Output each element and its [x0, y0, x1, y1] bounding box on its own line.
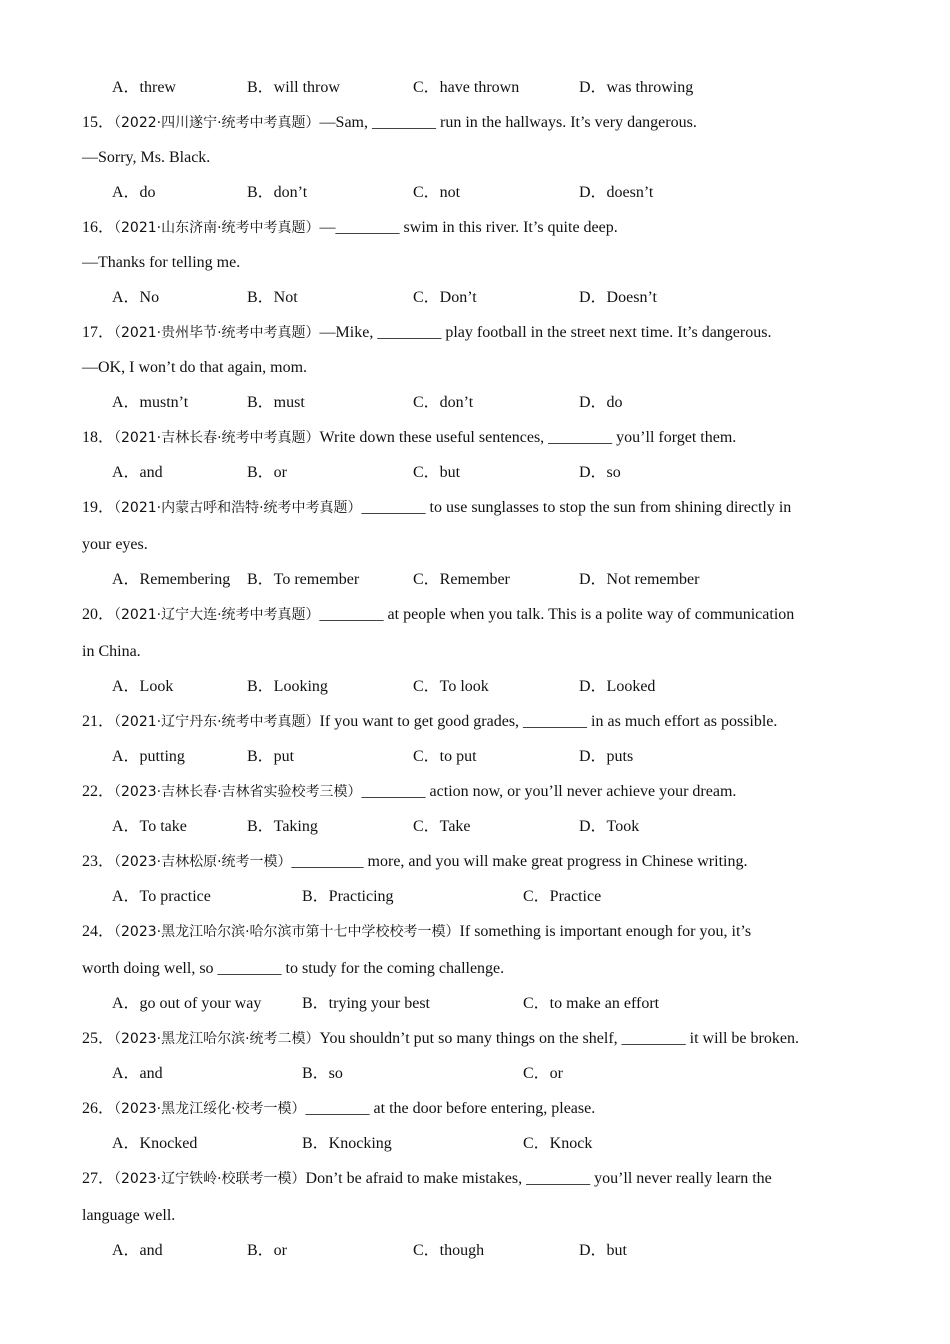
option-a: A．Look — [112, 678, 174, 695]
option-a: A．Knocked — [112, 1135, 198, 1152]
option-d: D．do — [579, 394, 623, 411]
option-d: D．Took — [579, 818, 640, 835]
question-stem — [82, 428, 736, 448]
option-c: C．not — [413, 184, 461, 201]
question-number: 15． — [82, 114, 115, 131]
question-source: （2023·吉林长春·吉林省实验校考三模） — [114, 784, 362, 800]
question-stem — [82, 922, 751, 942]
question-stem — [82, 1029, 799, 1049]
option-d: D．so — [579, 464, 621, 481]
question-text: Write down these useful sentences, ________ you’ll forget them. — [319, 429, 737, 446]
option-b: B．Knocking — [302, 1135, 392, 1152]
option-b: B．Taking — [247, 818, 318, 835]
question-text: If you want to get good grades, ________ in as much effort as possible. — [319, 713, 778, 730]
question-number: 16． — [82, 219, 115, 236]
option-c: C．to make an effort — [523, 995, 660, 1012]
option-a: A．and — [112, 1065, 163, 1082]
question-text: Don’t be afraid to make mistakes, ________ you’ll never really learn the — [305, 1170, 772, 1187]
option-c: C．Knock — [523, 1135, 593, 1152]
question-text-line2: your eyes. — [82, 536, 148, 553]
option-c: C．Remember — [413, 571, 510, 588]
option-c: C．Take — [413, 818, 471, 835]
option-d: D．doesn’t — [579, 184, 654, 201]
question-stem — [82, 113, 697, 133]
option-a: A．go out of your way — [112, 995, 262, 1012]
question-text: —________ swim in this river. It’s quite deep. — [319, 219, 618, 236]
question-number: 18． — [82, 429, 115, 446]
option-c: C．though — [413, 1242, 485, 1259]
question-text: You shouldn’t put so many things on the shelf, ________ it will be broken. — [319, 1030, 799, 1047]
option-c: C．but — [413, 464, 461, 481]
option-b: B．Practicing — [302, 888, 394, 905]
option-c: C．don’t — [413, 394, 474, 411]
question-text: ________ at people when you talk. This is a polite way of communication — [319, 606, 795, 623]
option-b: B．or — [247, 1242, 288, 1259]
question-stem — [82, 605, 794, 625]
option-a: A．do — [112, 184, 156, 201]
option-b: B．must — [247, 394, 305, 411]
option-c: C．Don’t — [413, 289, 477, 306]
question-source: （2021·辽宁大连·统考中考真题） — [114, 607, 320, 623]
question-number: 24． — [82, 923, 115, 940]
option-d: D．Not remember — [579, 571, 700, 588]
question-source: （2021·内蒙古呼和浩特·统考中考真题） — [114, 500, 362, 516]
option-c: C．Practice — [523, 888, 602, 905]
question-stem — [82, 782, 736, 802]
option-b: B．put — [247, 748, 295, 765]
option-a: A．To practice — [112, 888, 211, 905]
question-number: 26． — [82, 1100, 115, 1117]
option-d: D．Looked — [579, 678, 656, 695]
question-stem — [82, 1099, 595, 1119]
question-stem — [82, 498, 791, 518]
option-a: A．No — [112, 289, 160, 306]
option-b: B．Not — [247, 289, 298, 306]
question-stem — [82, 218, 618, 238]
question-source: （2022·四川遂宁·统考中考真题） — [114, 115, 320, 131]
option-a: A．threw — [112, 79, 176, 96]
question-number: 20． — [82, 606, 115, 623]
question-text: ________ to use sunglasses to stop the sun from shining directly in — [361, 499, 792, 516]
question-source: （2023·辽宁铁岭·校联考一模） — [114, 1171, 306, 1187]
question-stem — [82, 852, 747, 872]
option-d: D．but — [579, 1242, 628, 1259]
question-text: If something is important enough for you, it’s — [459, 923, 752, 940]
option-b: B．so — [302, 1065, 343, 1082]
question-source: （2021·贵州毕节·统考中考真题） — [114, 325, 320, 341]
question-number: 23． — [82, 853, 115, 870]
question-text-line2: worth doing well, so ________ to study for the coming challenge. — [82, 960, 505, 977]
question-number: 17． — [82, 324, 115, 341]
option-a: A．mustn’t — [112, 394, 189, 411]
question-text: ________ action now, or you’ll never achieve your dream. — [361, 783, 737, 800]
option-c: C．have thrown — [413, 79, 520, 96]
question-source: （2023·黑龙江哈尔滨·哈尔滨市第十七中学校校考一模） — [114, 924, 460, 940]
question-text-line2: —OK, I won’t do that again, mom. — [82, 359, 308, 376]
question-number: 19． — [82, 499, 115, 516]
option-b: B．trying your best — [302, 995, 430, 1012]
option-b: B．don’t — [247, 184, 308, 201]
question-source: （2023·黑龙江哈尔滨·统考二模） — [114, 1031, 320, 1047]
option-a: A．Remembering — [112, 571, 231, 588]
question-source: （2021·辽宁丹东·统考中考真题） — [114, 714, 320, 730]
option-a: A．and — [112, 1242, 163, 1259]
question-stem — [82, 1169, 772, 1189]
question-text-line2: —Sorry, Ms. Black. — [82, 149, 211, 166]
option-b: B．or — [247, 464, 288, 481]
question-text-line2: language well. — [82, 1207, 176, 1224]
option-c: C．To look — [413, 678, 489, 695]
question-number: 25． — [82, 1030, 115, 1047]
question-number: 27． — [82, 1170, 115, 1187]
option-a: A．To take — [112, 818, 187, 835]
question-stem — [82, 323, 771, 343]
question-source: （2021·吉林长春·统考中考真题） — [114, 430, 320, 446]
option-d: D．Doesn’t — [579, 289, 657, 306]
option-b: B．Looking — [247, 678, 328, 695]
question-text: —Sam, ________ run in the hallways. It’s very dangerous. — [319, 114, 697, 131]
option-c: C．or — [523, 1065, 564, 1082]
question-number: 22． — [82, 783, 115, 800]
question-source: （2021·山东济南·统考中考真题） — [114, 220, 320, 236]
question-text-line2: in China. — [82, 643, 141, 660]
question-text-line2: —Thanks for telling me. — [82, 254, 241, 271]
question-stem — [82, 712, 777, 732]
question-number: 21． — [82, 713, 115, 730]
question-text: _________ more, and you will make great progress in Chinese writing. — [291, 853, 748, 870]
option-d: D．puts — [579, 748, 634, 765]
question-source: （2023·吉林松原·统考一模） — [114, 854, 292, 870]
question-text: —Mike, ________ play football in the street next time. It’s dangerous. — [319, 324, 772, 341]
option-a: A．and — [112, 464, 163, 481]
option-b: B．will throw — [247, 79, 340, 96]
option-d: D．was throwing — [579, 79, 694, 96]
option-c: C．to put — [413, 748, 477, 765]
question-source: （2023·黑龙江绥化·校考一模） — [114, 1101, 306, 1117]
option-a: A．putting — [112, 748, 185, 765]
option-b: B．To remember — [247, 571, 360, 588]
question-text: ________ at the door before entering, please. — [305, 1100, 596, 1117]
